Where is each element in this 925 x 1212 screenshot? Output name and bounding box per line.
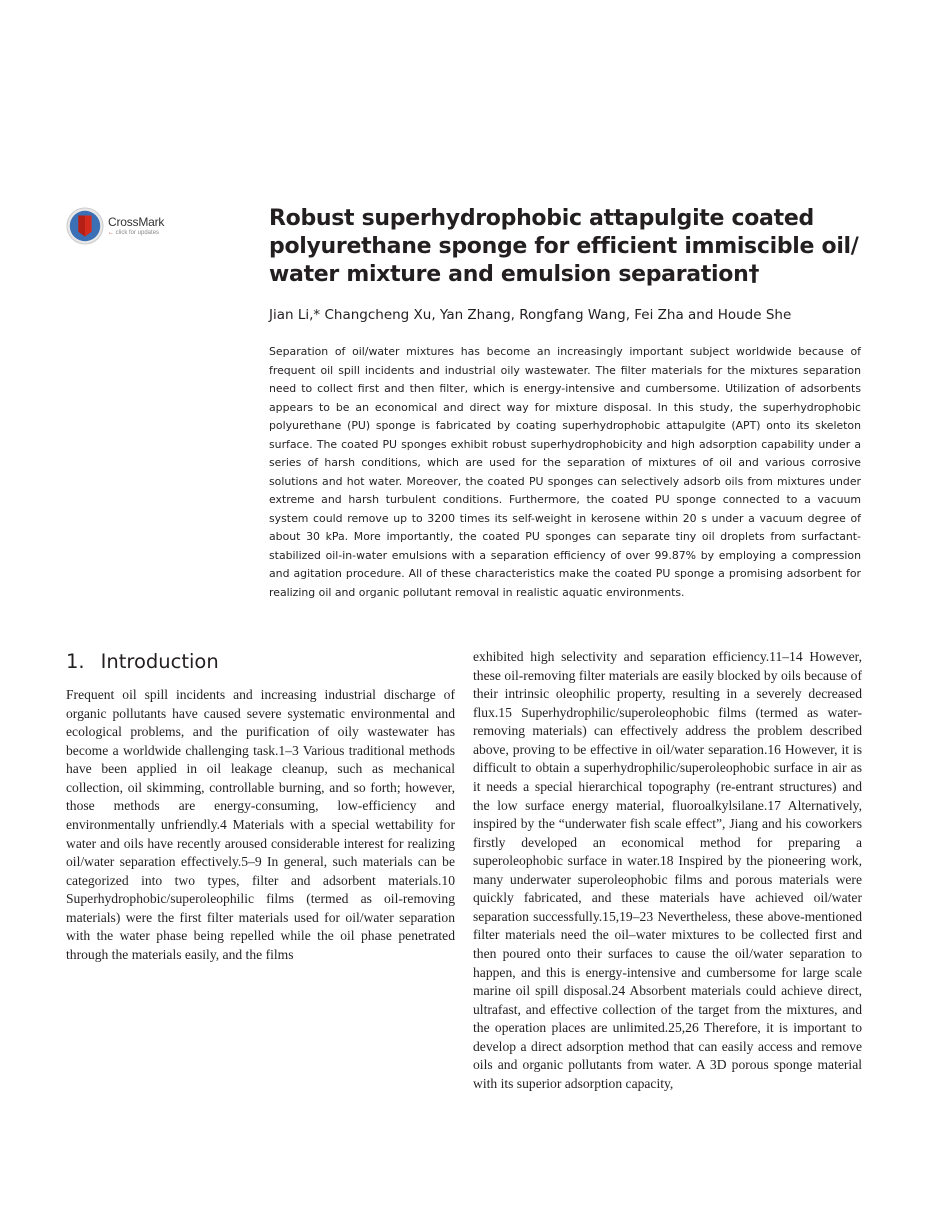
- section-heading: [66, 650, 219, 673]
- arrow-icon: ←: [108, 230, 114, 236]
- crossmark-badge[interactable]: [66, 207, 186, 249]
- crossmark-sublabel: [108, 230, 159, 236]
- crossmark-sublabel-text: click for updates: [115, 230, 160, 236]
- body-text-right-column: exhibited high selectivity and separation efficiency.11–14 However, these oil-removing filter materials are easily blocked by oils because of their intrinsic oleophilic property, resulting in a severely decreased flux.15 Superhydrophilic/superoleophobic films (termed as water-removing materials) can effectively address the problem described above, proving to be effective in oil/water separation.16 However, it is difficult to obtain a superhydrophilic/superoleophobic surface in air as it needs a special hierarchical topography (re-entrant structures) and the low surface energy material, fluoroalkylsilane.17 Alternatively, inspired by the “underwater fish scale effect”, Jiang and his coworkers firstly developed an economical method for preparing a superoleophobic surface in water.18 Inspired by the pioneering work, many underwater superoleophobic films and porous materials were quickly fabricated, and these materials have achieved oil/water separation successfully.15,19–23 Nevertheless, these above-mentioned filter materials need the oil–water mixtures to be collected first and then poured onto their surfaces to cause the oil/water separation to happen, and this is energy-intensive and cumbersome for large scale marine oil spill disposal.24 Absorbent materials could achieve direct, ultrafast, and effective collection of the target from the mixtures, and the operation places are unlimited.25,26 Therefore, it is important to develop a direct adsorption method that can easily access and remove oils and organic pollutants from water. A 3D porous sponge material with its superior adsorption capacity,: [473, 649, 862, 1091]
- crossmark-label: CrossMark: [108, 215, 165, 229]
- body-text-left-column: Frequent oil spill incidents and increasing industrial discharge of organic pollutants have caused severe systematic environmental and ecological problems, and the purification of oily wastewater has become a worldwide challenging task.1–3 Various traditional methods have been applied in oil leakage cleanup, such as mechanical collection, oil skimming, controllable burning, and so forth; however, those methods are energy-consuming, low-efficiency and environmentally unfriendly.4 Materials with a special wettability for water and oils have recently aroused considerable interest for realizing oil/water separation effectively.5–9 In general, such materials can be categorized into two types, filter and adsorbent materials.10 Superhydrophobic/superoleophilic films (termed as oil-removing materials) were the first filter materials used for oil/water separation with the water phase being repelled while the oil phase penetrated through the materials easily, and the films: [66, 687, 455, 962]
- article-title: Robust superhydrophobic attapulgite coated polyurethane sponge for efficient immiscible oil/ water mixture and emulsion separation†: [269, 206, 859, 287]
- crossmark-icon: [66, 207, 104, 245]
- author-list: Jian Li,* Changcheng Xu, Yan Zhang, Rongfang Wang, Fei Zha and Houde She: [269, 307, 792, 323]
- section-number: 1.: [66, 650, 85, 673]
- section-title: Introduction: [100, 650, 219, 673]
- abstract: Separation of oil/water mixtures has become an increasingly important subject worldwide because of frequent oil spill incidents and industrial oily wastewater. The filter materials for the mixtures separation need to collect first and then filter, which is energy-intensive and cumbersome. Utilization of adsorbents appears to be an economical and direct way for mixture disposal. In this study, the superhydrophobic polyurethane (PU) sponge is fabricated by coating superhydrophobic attapulgite (APT) onto its skeleton surface. The coated PU sponges exhibit robust superhydrophobicity and high adsorption capability under a series of harsh conditions, which are used for the separation of mixtures of oil and various corrosive solutions and hot water. Moreover, the coated PU sponges can selectively adsorb oils from mixtures under extreme and harsh turbulent conditions. Furthermore, the coated PU sponge connected to a vacuum system could remove up to 3200 times its self-weight in kerosene within 20 s under a vacuum degree of about 30 kPa. More importantly, the coated PU sponges can separate tiny oil droplets from surfactant-stabilized oil-in-water emulsions with a separation efficiency of over 99.87% by employing a compression and agitation procedure. All of these characteristics make the coated PU sponge a promising adsorbent for realizing oil and organic pollutant removal in realistic aquatic environments.: [269, 345, 861, 599]
